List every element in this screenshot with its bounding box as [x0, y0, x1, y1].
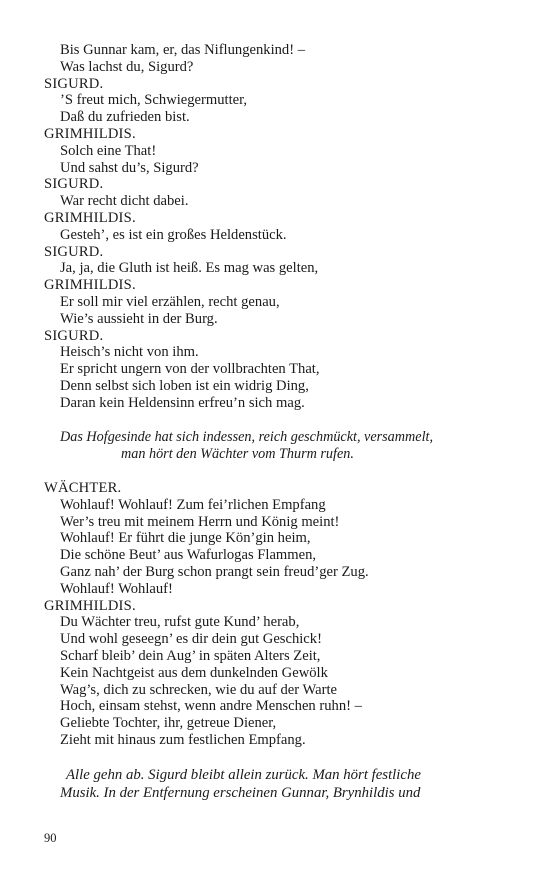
verse-line: Er soll mir viel erzählen, recht genau,: [60, 293, 280, 310]
verse-line: Du Wächter treu, rufst gute Kund’ herab,: [60, 614, 300, 631]
verse-line: Denn selbst sich loben ist ein widrig Ding,: [60, 377, 309, 394]
verse-line: War recht dicht dabei.: [60, 193, 189, 210]
verse-line: Wohlauf! Wohlauf! Zum fei’rlichen Empfang: [60, 496, 326, 513]
verse-line: Gesteh’, es ist ein großes Heldenstück.: [60, 226, 287, 243]
verse-line: Geliebte Tochter, ihr, getreue Diener,: [60, 715, 277, 732]
dialogue-block-2: [44, 480, 514, 749]
stage-direction-line: Alle gehn ab. Sigurd bleibt allein zurück. Man hört festliche: [66, 767, 421, 783]
speaker-name: GRIMHILDIS.: [44, 209, 136, 226]
stage-direction-line: Das Hofgesinde hat sich indessen, reich geschmückt, versammelt,: [60, 429, 433, 445]
verse-line: Wag’s, dich zu schrecken, wie du auf der Warte: [60, 681, 337, 698]
verse-line: Zieht mit hinaus zum festlichen Empfang.: [60, 731, 306, 748]
speaker-name: SIGURD.: [44, 75, 104, 92]
verse-line: Ganz nah’ der Burg schon prangt sein freud’ger Zug.: [60, 563, 369, 580]
verse-line: Er spricht ungern von der vollbrachten That,: [60, 361, 320, 378]
speaker-name: SIGURD.: [44, 327, 104, 344]
stage-direction-1: [44, 429, 514, 463]
verse-line: Und sahst du’s, Sigurd?: [60, 159, 199, 176]
stage-direction-line: Musik. In der Entfernung erscheinen Gunnar, Brynhildis und: [60, 785, 421, 801]
verse-line: Und wohl geseegn’ es dir dein gut Geschick!: [60, 631, 322, 648]
verse-line: Was lachst du, Sigurd?: [60, 58, 194, 75]
speaker-name: SIGURD.: [44, 243, 104, 260]
verse-line: Die schöne Beut’ aus Wafurlogas Flammen,: [60, 547, 317, 564]
verse-line: Ja, ja, die Gluth ist heiß. Es mag was gelten,: [60, 260, 319, 277]
dialogue-block-1: [44, 42, 514, 412]
stage-direction-2: [44, 766, 514, 802]
page-number: 90: [44, 831, 57, 845]
verse-line: ’S freut mich, Schwiegermutter,: [60, 92, 248, 109]
speaker-name: GRIMHILDIS.: [44, 277, 136, 294]
verse-line: Scharf bleib’ dein Aug’ in späten Alters Zeit,: [60, 647, 321, 664]
verse-line: Hoch, einsam stehst, wenn andre Menschen ruhn! –: [60, 698, 362, 715]
verse-line: Wohlauf! Er führt die junge Kön’gin heim,: [60, 530, 311, 547]
verse-line: Bis Gunnar kam, er, das Niflungenkind! –: [60, 42, 306, 58]
verse-line: Solch eine That!: [60, 142, 157, 159]
verse-line: Wie’s aussieht in der Burg.: [60, 310, 218, 327]
speaker-name: GRIMHILDIS.: [44, 125, 136, 142]
stage-direction-line: man hört den Wächter vom Thurm rufen.: [121, 446, 354, 463]
verse-line: Wer’s treu mit meinem Herrn und König meint!: [60, 513, 340, 530]
speaker-name: SIGURD.: [44, 176, 104, 193]
verse-line: Kein Nachtgeist aus dem dunkelnden Gewölk: [60, 664, 328, 681]
verse-line: Daran kein Heldensinn erfreu’n sich mag.: [60, 394, 305, 411]
verse-line: Daß du zufrieden bist.: [60, 109, 190, 126]
verse-line: Wohlauf! Wohlauf!: [60, 580, 173, 597]
speaker-name: GRIMHILDIS.: [44, 597, 136, 614]
speaker-name: WÄCHTER.: [44, 480, 122, 496]
verse-line: Heisch’s nicht von ihm.: [60, 344, 199, 361]
